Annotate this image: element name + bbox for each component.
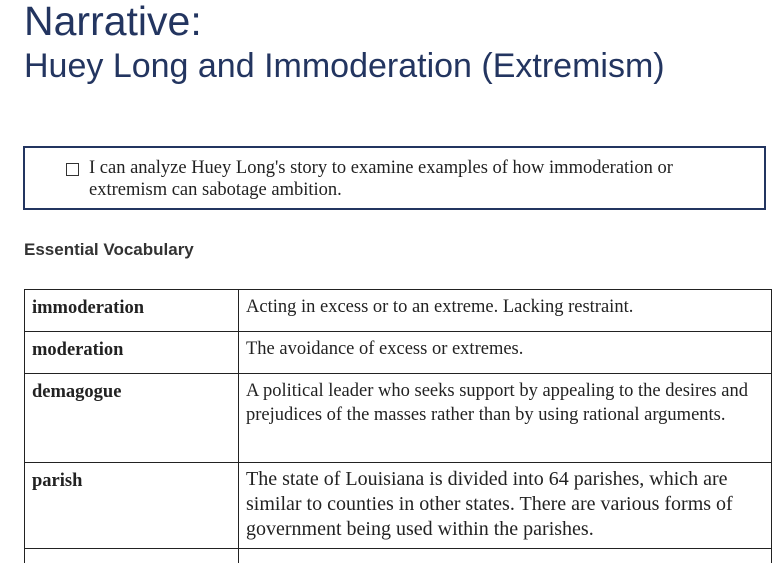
learning-objective-box xyxy=(23,146,766,210)
table-row xyxy=(25,549,772,563)
table-row xyxy=(25,332,772,374)
vocab-definition: The state of Louisiana is divided into 64 parishes, which are similar to counties in other states. There are various forms of government being used within the parishes. xyxy=(239,463,772,549)
page-subtitle: Huey Long and Immoderation (Extremism) xyxy=(24,47,665,85)
vocab-term: demagogue xyxy=(25,374,239,463)
vocabulary-table xyxy=(24,289,772,563)
page-title: Narrative: xyxy=(24,0,202,44)
vocab-term: immoderation xyxy=(25,290,239,332)
vocab-definition: A political leader who seeks support by appealing to the desires and prejudices of the masses rather than by using rational arguments. xyxy=(239,374,772,463)
objective-text: I can analyze Huey Long's story to examine examples of how immoderation or extremism can sabotage ambition. xyxy=(89,158,673,200)
vocab-term-empty xyxy=(25,549,239,563)
objective-checkbox[interactable] xyxy=(66,163,79,176)
table-row xyxy=(25,290,772,332)
vocab-definition-empty xyxy=(239,549,772,563)
vocabulary-heading: Essential Vocabulary xyxy=(24,240,194,259)
vocab-definition: The avoidance of excess or extremes. xyxy=(239,332,772,374)
vocab-definition: Acting in excess or to an extreme. Lacking restraint. xyxy=(239,290,772,332)
table-row xyxy=(25,374,772,463)
vocab-term: parish xyxy=(25,463,239,549)
table-row xyxy=(25,463,772,549)
vocab-term: moderation xyxy=(25,332,239,374)
